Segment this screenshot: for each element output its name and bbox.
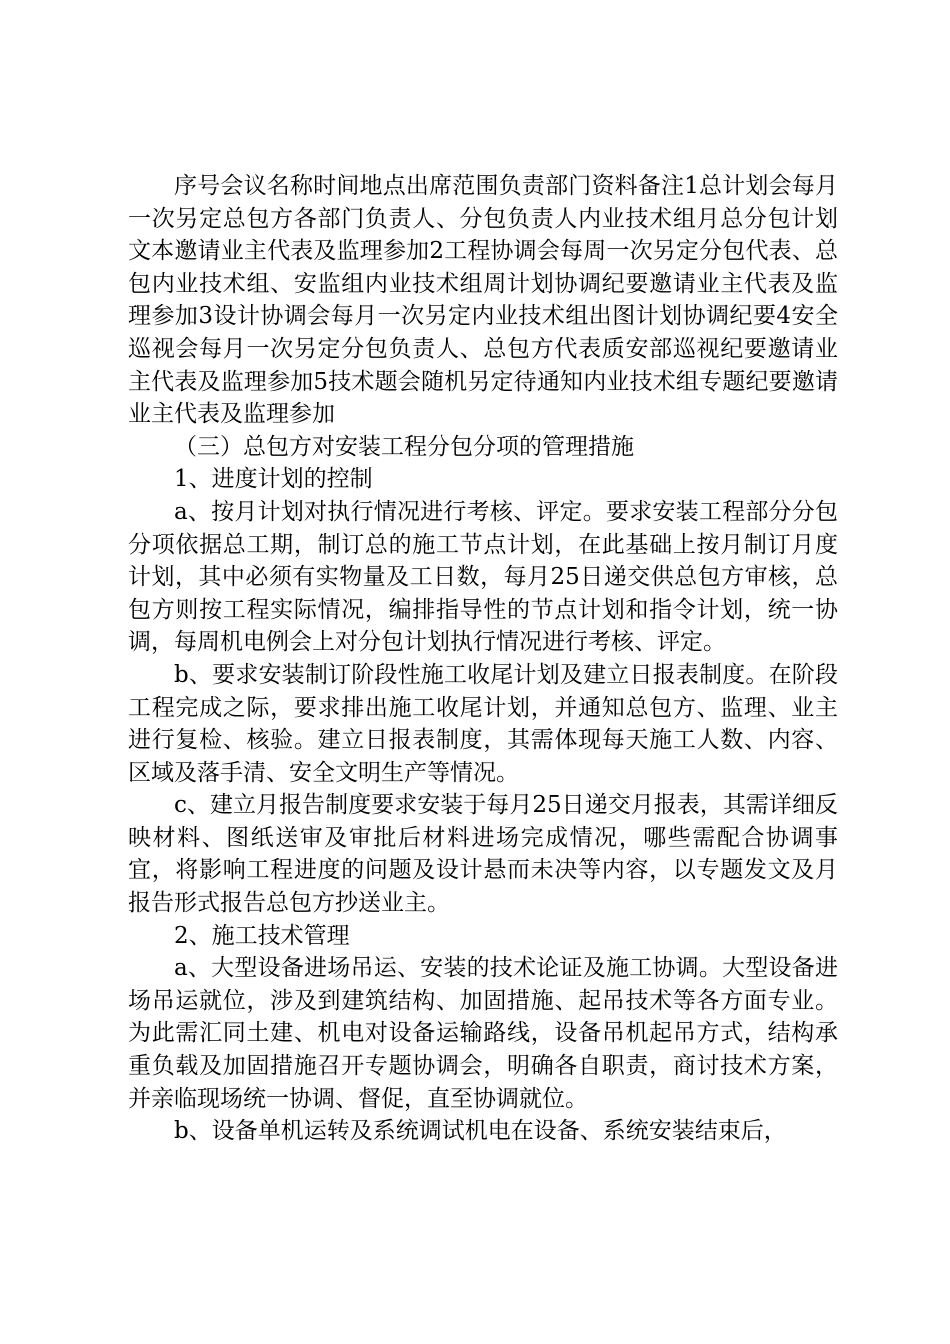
paragraph-item-b-technical: b、设备单机运转及系统调试机电在设备、系统安装结束后， bbox=[174, 1118, 787, 1145]
paragraph-item-b-schedule: b、要求安装制订阶段性施工收尾计划及建立日报表制度。在阶段工程完成之际，要求排出施工收尾计划，并通知总包方、监理、业主进行复检、核验。建立日报表制度，其需体现每天施工人数、内容、区域及落手清、安全文明生产等情况。 bbox=[128, 661, 838, 786]
paragraph-item-c-schedule: c、建立月报告制度要求安装于每月25日递交月报表，其需详细反映材料、图纸送审及审批后材料进场完成情况，哪些需配合协调事宜，将影响工程进度的问题及设计悬而未决等内容，以专题发文及月报告形式报告总包方抄送业主。 bbox=[128, 792, 838, 917]
section-heading: （三）总包方对安装工程分包分项的管理措施 bbox=[174, 433, 634, 460]
meeting-table-paragraph: 序号会议名称时间地点出席范围负责部门资料备注1总计划会每月一次另定总包方各部门负责人、分包负责人内业技术组月总分包计划文本邀请业主代表及监理参加2工程协调会每周一次另定分包代表、总包内业技术组、安监组内业技术组周计划协调纪要邀请业主代表及监理参加3设计协调会每月一次另定内业技术组出图计划协调纪要4安全巡视会每月一次另定分包负责人、总包方代表质安部巡视纪要邀请业主代表及监理参加5技术题会随机另定待通知内业技术组专题纪要邀请业主代表及监理参加 bbox=[128, 173, 838, 428]
paragraph-item-a-technical: a、大型设备进场吊运、安装的技术论证及施工协调。大型设备进场吊运就位，涉及到建筑结构、加固措施、起吊技术等各方面专业。为此需汇同土建、机电对设备运输路线，设备吊机起吊方式，结构承重负载及加固措施召开专题协调会，明确各自职责，商讨技术方案，并亲临现场统一协调、督促，直至协调就位。 bbox=[128, 955, 838, 1112]
subsection-heading-technical-management: 2、施工技术管理 bbox=[174, 922, 350, 949]
document-page bbox=[128, 170, 838, 1148]
subsection-heading-schedule-control: 1、进度计划的控制 bbox=[174, 466, 373, 493]
paragraph-item-a-schedule: a、按月计划对执行情况进行考核、评定。要求安装工程部分分包分项依据总工期，制订总的施工节点计划，在此基础上按月制订月度计划，其中必须有实物量及工日数，每月25日递交供总包方审核，总包方则按工程实际情况，编排指导性的节点计划和指令计划，统一协调，每周机电例会上对分包计划执行情况进行考核、评定。 bbox=[128, 498, 838, 656]
